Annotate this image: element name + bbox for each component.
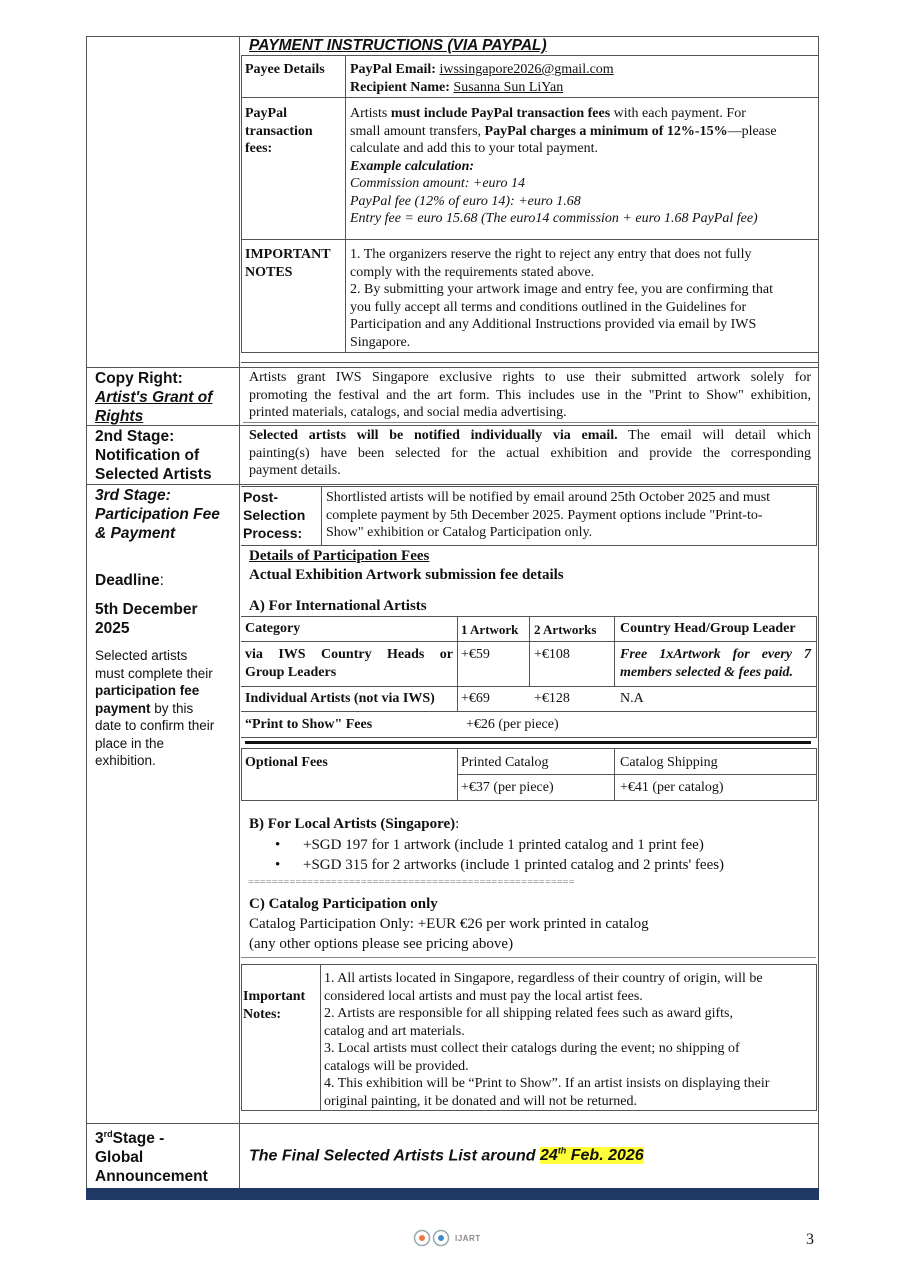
- global-label: [95, 1125, 208, 1186]
- text-line: 2. By submitting your artwork image and entry fee, you are confirming that: [350, 282, 774, 297]
- text-run: Artists: [350, 106, 391, 121]
- footer-logo: [413, 1229, 481, 1247]
- deadline-label: [95, 571, 164, 590]
- recipient-name: Susanna Sun LiYan: [453, 79, 564, 95]
- logo-text: IJART: [455, 1233, 481, 1243]
- text-line: calculate and add this to your total payment.: [350, 141, 599, 156]
- text-line: 4. This exhibition will be “Print to Show”. If an artist insists on displaying their: [324, 1076, 770, 1091]
- highlighted-date: [540, 1147, 644, 1164]
- list-item: • +SGD 197 for 1 artwork (include 1 printed catalog and 1 print fee): [275, 837, 704, 853]
- text-line: 1. The organizers reserve the right to reject any entry that does not fully: [350, 247, 752, 262]
- text-line: 3. Local artists must collect their catalogs during the event; no shipping of: [324, 1041, 740, 1056]
- text-line: place in the: [95, 735, 165, 751]
- text-line: Singapore.: [350, 334, 411, 350]
- details-title: Details of Participation Fees: [249, 548, 430, 564]
- catalog-shipping-label: Catalog Shipping: [620, 755, 718, 770]
- row-print-to-show-fee: +€26 (per piece): [466, 717, 559, 732]
- important-notes-label: [245, 246, 331, 281]
- text-line: catalog and art materials.: [324, 1023, 465, 1039]
- row-individual-category: Individual Artists (not via IWS): [245, 691, 435, 706]
- text-run: —please: [727, 123, 777, 139]
- example-line: Commission amount: +euro 14: [350, 176, 525, 191]
- label-line: NOTES: [245, 264, 293, 280]
- text-run: 3: [95, 1130, 104, 1148]
- text-line: exhibition.: [95, 753, 156, 768]
- text-line: promoting the festival and the art form. This includes use in the "Print to Show" exhibition,: [249, 387, 811, 403]
- post-selection-label: [243, 488, 305, 542]
- text-line: printed materials, catalogs, and social media advertising.: [249, 405, 567, 420]
- paypal-fees-label: [245, 105, 313, 158]
- table-header-1-artwork: 1 Artwork: [461, 622, 519, 637]
- text-run: :: [455, 816, 460, 832]
- label-line: Participation Fee: [95, 506, 220, 523]
- label-line: Notification of: [95, 447, 200, 464]
- text-line: Artists grant IWS Singapore exclusive rights to use their submitted artwork solely for: [249, 370, 811, 385]
- text-line: original painting, it be donated and will not be returned.: [324, 1093, 637, 1109]
- text-run: The email will detail which: [617, 428, 811, 443]
- label-line: 5th December: [95, 601, 198, 618]
- copyright-text: [249, 369, 811, 422]
- text-line: participation fee: [95, 683, 200, 698]
- text-line: Group Leaders: [245, 664, 337, 680]
- text-line: Free 1xArtwork for every 7: [620, 647, 811, 662]
- payee-details-label: Payee Details: [245, 62, 325, 77]
- text-line: complete payment by 5th December 2025. Payment options include "Print-to-: [326, 507, 763, 523]
- text-run: PayPal charges a minimum of 12%-15%: [484, 123, 728, 139]
- label-line: Important: [243, 989, 306, 1004]
- label-line: 2025: [95, 620, 130, 637]
- text-line: considered local artists and must pay the local artist fees.: [324, 988, 643, 1004]
- text-line: painting(s) have been selected for the actual exhibition and provide the corresponding: [249, 445, 811, 461]
- optional-fees-label: Optional Fees: [245, 755, 328, 770]
- post-selection-text: [326, 489, 816, 542]
- stage2-label: [95, 427, 212, 484]
- text-line: date to confirm their: [95, 718, 215, 733]
- text-run: payment: [95, 700, 151, 716]
- text-run: rd: [103, 1129, 113, 1139]
- recipient-name-label: Recipient Name:: [350, 79, 450, 95]
- details-subtitle: Actual Exhibition Artwork submission fee details: [249, 567, 564, 583]
- text-line: you fully accept all terms and conditions outlined in the Guidelines for: [350, 299, 747, 315]
- text-run: Deadline: [95, 572, 160, 589]
- table-header-2-artworks: 2 Artworks: [534, 622, 597, 637]
- table-header-category: Category: [245, 621, 301, 636]
- label-line: 2nd Stage:: [95, 428, 175, 445]
- catalog-text: [249, 914, 649, 954]
- row-individual-2: +€128: [534, 691, 570, 706]
- label-line: Notes:: [243, 1006, 282, 1022]
- text-line: Catalog Participation Only: +EUR €26 per work printed in catalog: [249, 916, 649, 932]
- example-title: Example calculation:: [350, 158, 475, 174]
- payment-heading: PAYMENT INSTRUCTIONS (VIA PAYPAL): [249, 37, 547, 54]
- example-line: Entry fee = euro 15.68 (The euro14 commission + euro 1.68 PayPal fee): [350, 211, 758, 226]
- catalog-title: C) Catalog Participation only: [249, 896, 438, 912]
- list-item: • +SGD 315 for 2 artworks (include 1 printed catalog and 2 prints' fees): [275, 857, 725, 873]
- text-run: B) For Local Artists (Singapore): [249, 816, 456, 832]
- text-run: must include PayPal transaction fees: [390, 106, 611, 121]
- bottom-bar: [86, 1188, 819, 1200]
- row-individual-leader: N.A: [620, 691, 644, 706]
- text-line: 1. All artists located in Singapore, regardless of their country of origin, will be: [324, 971, 763, 986]
- paypal-fees-label-line: PayPal: [245, 106, 287, 121]
- stage3-label: [95, 486, 220, 543]
- text-line: payment details.: [249, 463, 341, 478]
- text-line: Selected artists: [95, 648, 188, 663]
- row-country-heads-1: +€59: [461, 647, 490, 662]
- text-run: th: [557, 1146, 567, 1156]
- row-country-heads-leader: [620, 646, 811, 681]
- printed-catalog-fee: +€37 (per piece): [461, 780, 554, 795]
- important-label: [243, 988, 305, 1023]
- label-line: Selection: [243, 507, 306, 523]
- global-announcement-text: [249, 1141, 644, 1166]
- text-run: small amount transfers,: [350, 123, 485, 139]
- text-line: members selected & fees paid.: [620, 664, 794, 680]
- text-run: +SGD 315 for 2 artworks (include 1 printed catalog and 2 prints' fees): [303, 857, 725, 873]
- important-notes-text: [350, 246, 815, 351]
- label-line: Rights: [95, 408, 144, 425]
- label-line: Selected Artists: [95, 466, 212, 483]
- text-run: +SGD 197 for 1 artwork (include 1 printed catalog and 1 print fee): [303, 837, 704, 853]
- table-header-country-head: Country Head/Group Leader: [620, 621, 796, 636]
- label-line: IMPORTANT: [245, 247, 331, 262]
- text-run: by this: [150, 700, 194, 716]
- text-line: Participation and any Additional Instructions provided via email by IWS: [350, 317, 757, 332]
- local-list: [275, 835, 724, 875]
- logo-icon: [413, 1229, 453, 1247]
- text-run: :: [159, 572, 164, 589]
- separator-line: =======================================================: [248, 877, 575, 888]
- stage2-text: [249, 427, 811, 480]
- label-line: Process:: [243, 525, 303, 541]
- row-country-heads-2: +€108: [534, 647, 570, 662]
- international-title: A) For International Artists: [249, 598, 427, 614]
- paypal-fees-label-line: transaction: [245, 123, 313, 139]
- local-title: [249, 815, 459, 834]
- text-line: 2. Artists are responsible for all shipping related fees such as award gifts,: [324, 1006, 734, 1021]
- label-line: 3rd Stage:: [95, 487, 171, 504]
- label-line: Artist's Grant of: [95, 389, 213, 406]
- row-print-to-show-category: “Print to Show" Fees: [245, 717, 373, 732]
- text-line: catalogs will be provided.: [324, 1058, 469, 1074]
- printed-catalog-label: Printed Catalog: [461, 755, 549, 770]
- deadline-note: [95, 647, 237, 770]
- example-line: PayPal fee (12% of euro 14): +euro 1.68: [350, 193, 581, 209]
- text-line: Shortlisted artists will be notified by email around 25th October 2025 and must: [326, 490, 771, 505]
- deadline-date: [95, 600, 198, 638]
- text-run: Stage -: [112, 1130, 165, 1148]
- label-line: Copy Right:: [95, 370, 183, 387]
- important-text: [324, 970, 814, 1110]
- text-run: The Final Selected Artists List around: [249, 1147, 541, 1165]
- label-line: & Payment: [95, 525, 176, 542]
- paypal-fees-label-line: fees:: [245, 141, 273, 156]
- text-run: Feb. 2026: [566, 1147, 644, 1165]
- paypal-email-link[interactable]: iwssingapore2026@gmail.com: [439, 62, 614, 77]
- label-line: Global: [95, 1149, 144, 1167]
- payee-details: [350, 61, 810, 96]
- text-line: Show" exhibition or Catalog Participation only.: [326, 525, 593, 540]
- label-line: Announcement: [95, 1168, 208, 1186]
- text-line: must complete their: [95, 665, 213, 681]
- text-run: with each payment. For: [610, 106, 746, 121]
- row-country-heads-category: [245, 646, 453, 681]
- text-line: via IWS Country Heads or: [245, 647, 453, 662]
- catalog-shipping-fee: +€41 (per catalog): [620, 780, 724, 795]
- page-number: 3: [806, 1231, 814, 1248]
- row-individual-1: +€69: [461, 691, 490, 706]
- text-run: Selected artists will be notified individually via email.: [249, 428, 618, 443]
- paypal-email-label: PayPal Email:: [350, 62, 436, 77]
- copyright-label: [95, 369, 212, 426]
- text-line: (any other options please see pricing above): [249, 936, 514, 952]
- text-run: 24: [540, 1147, 558, 1165]
- paypal-fees-text: [350, 105, 820, 228]
- label-line: Post-: [243, 489, 278, 505]
- text-line: comply with the requirements stated above.: [350, 264, 595, 280]
